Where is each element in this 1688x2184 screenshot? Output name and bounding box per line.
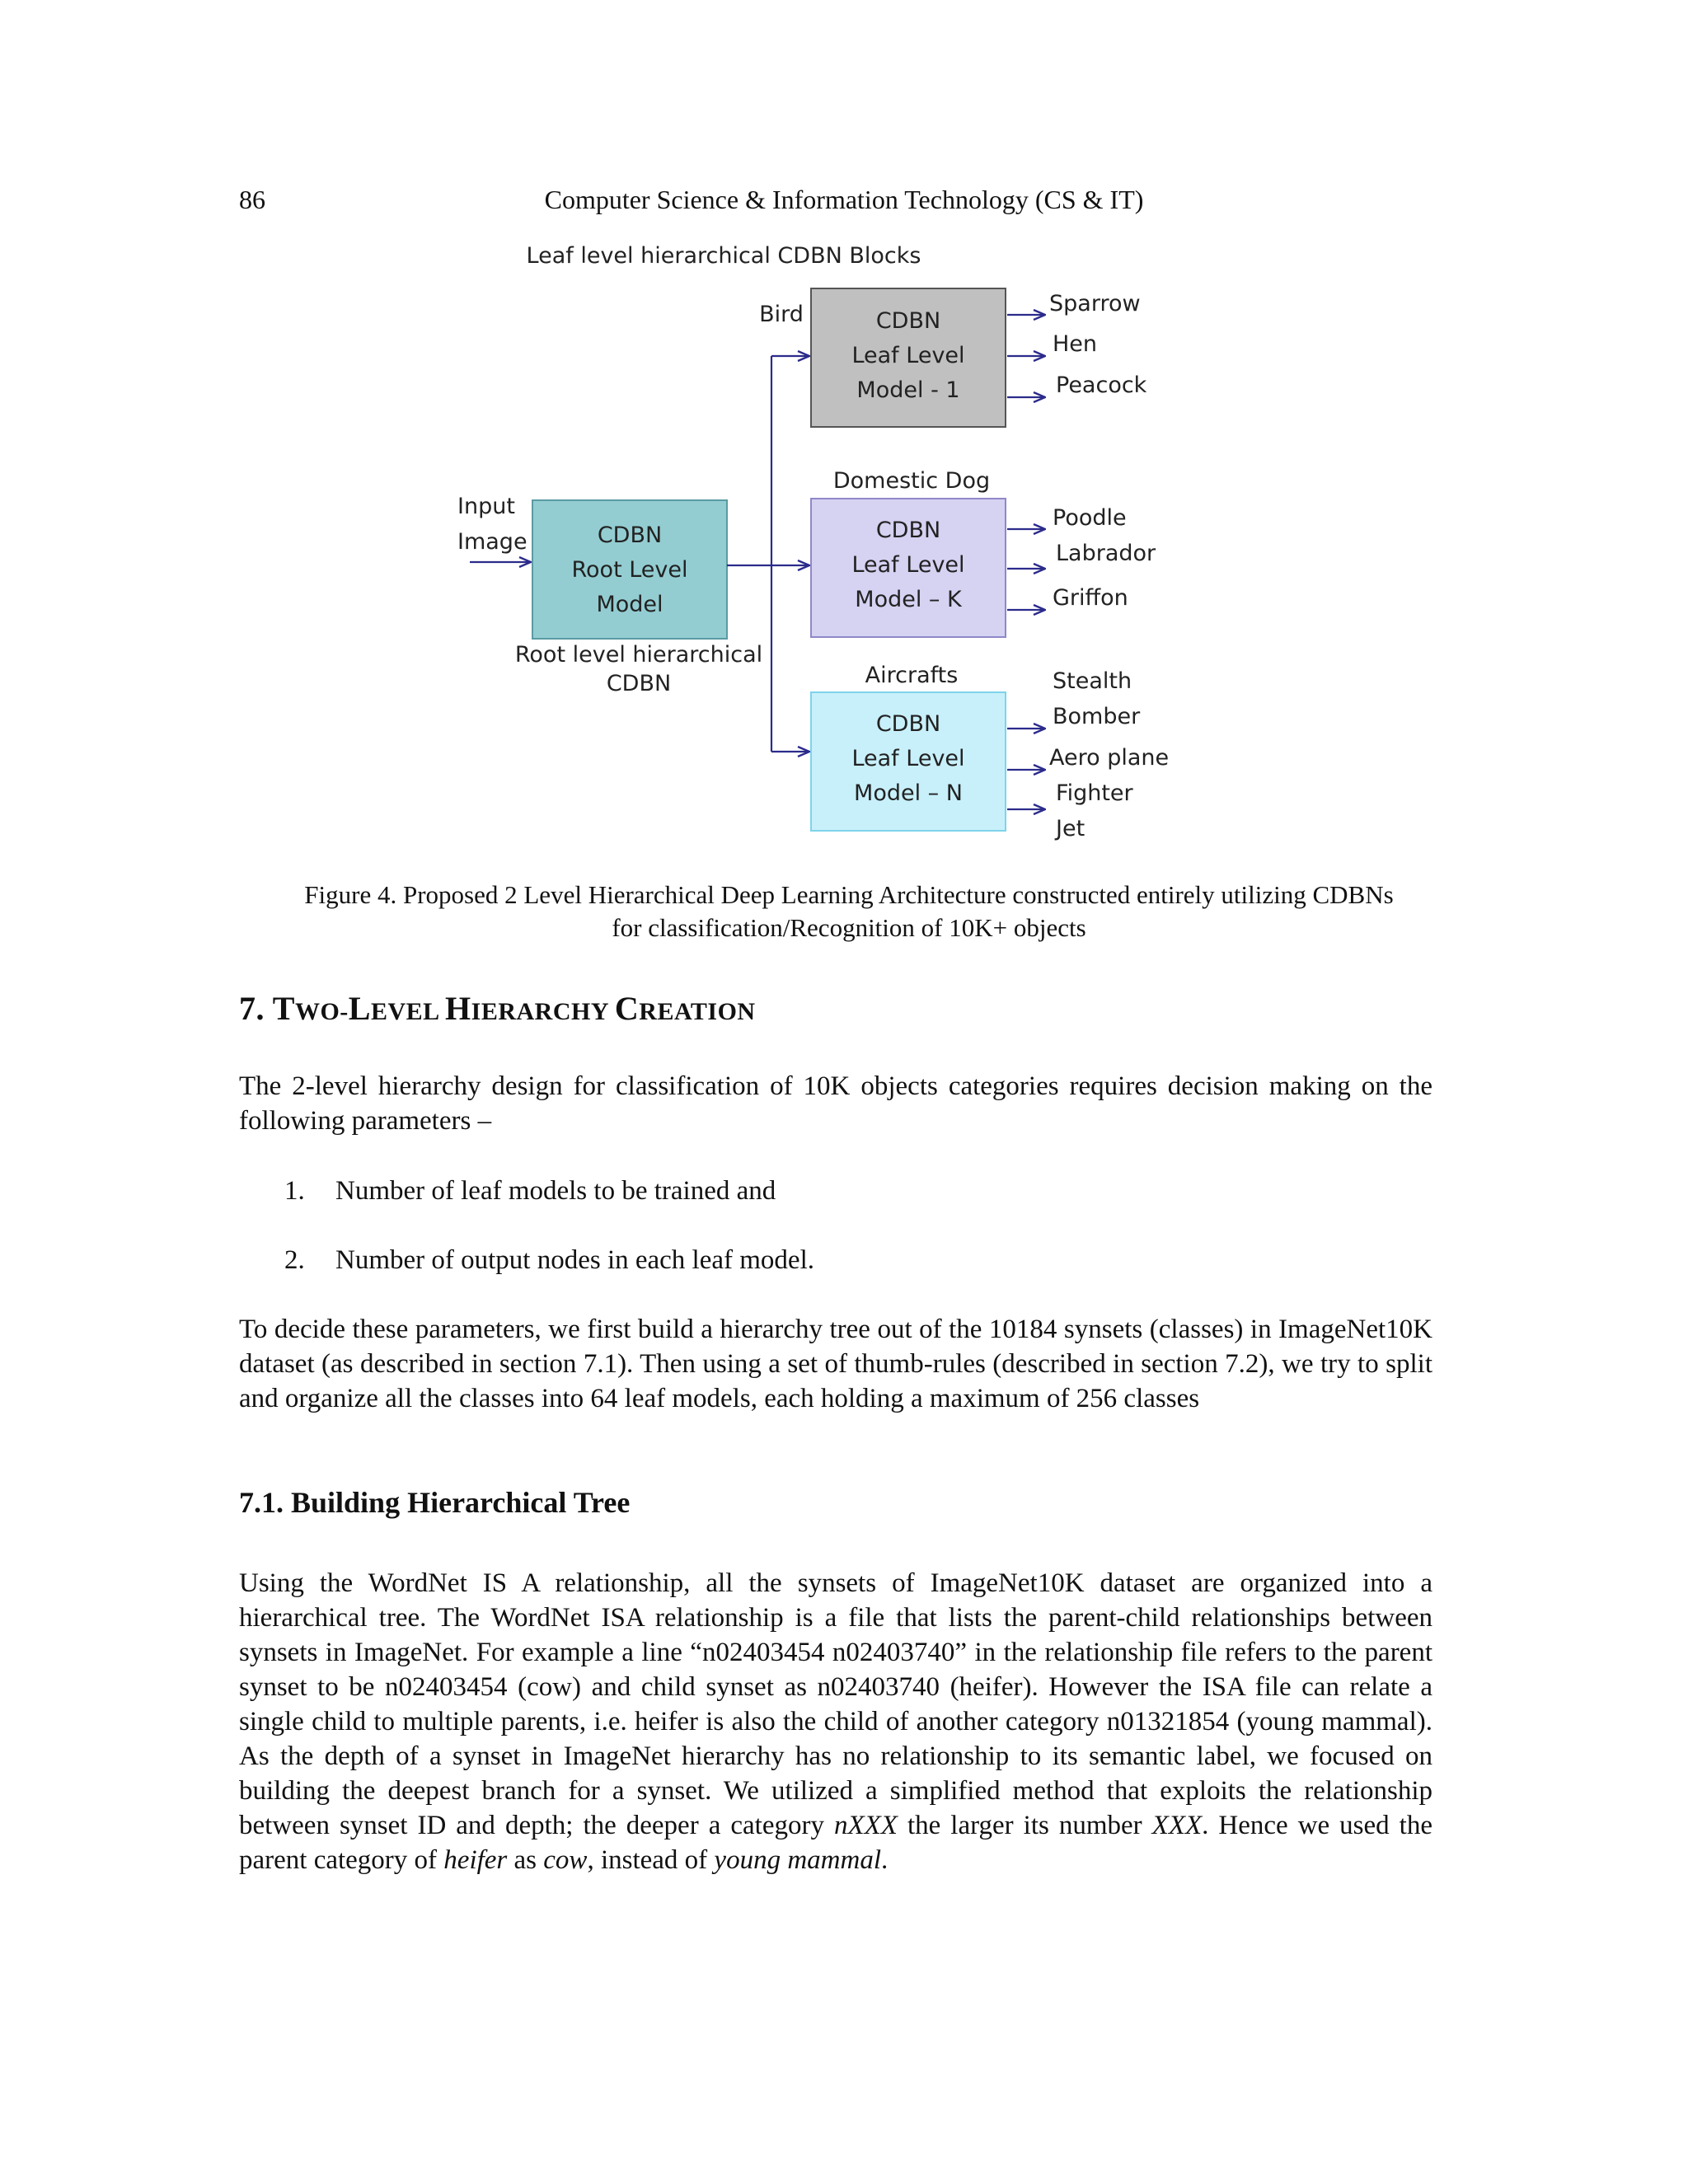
text-run: . — [880, 1845, 889, 1875]
output-griffon: Griffon — [1053, 585, 1128, 611]
hierarchy-paragraph — [239, 1566, 1432, 1877]
cap: H — [445, 990, 471, 1027]
section-title-part-3 — [445, 990, 615, 1027]
leaf1-line3: Model - 1 — [856, 377, 960, 403]
text-run: as — [507, 1845, 544, 1875]
list-number: 1. — [284, 1176, 305, 1206]
list-text: Number of leaf models to be trained and — [335, 1176, 776, 1206]
running-header: Computer Science & Information Technology (CS & IT) — [544, 185, 1144, 214]
smallcaps: REATION — [639, 998, 756, 1025]
leaf1-line1: CDBN — [875, 308, 941, 334]
list-item — [284, 1243, 814, 1277]
section-title-part-2 — [349, 990, 445, 1027]
output-stealth: Stealth — [1053, 668, 1132, 694]
smallcaps: IERARCHY — [471, 998, 615, 1025]
output-aeroplane: Aero plane — [1049, 745, 1170, 771]
list-item — [284, 1174, 776, 1208]
subsection-heading: 7.1. Building Hierarchical Tree — [239, 1486, 631, 1519]
leafk-line1: CDBN — [875, 518, 941, 543]
group-label-bird: Bird — [759, 302, 804, 327]
cap: L — [348, 990, 371, 1027]
leafk-line3: Model – K — [855, 587, 962, 612]
section-title-part-4 — [615, 990, 756, 1027]
leaf1-line2: Leaf Level — [851, 343, 965, 368]
cap: T — [272, 990, 295, 1027]
italic-term: heifer — [443, 1845, 508, 1875]
page-number: 86 — [239, 185, 265, 214]
italic-term: young mammal — [714, 1845, 881, 1875]
group-label-aircrafts: Aircrafts — [865, 663, 959, 688]
intro-paragraph: The 2-level hierarchy design for classification of 10K objects categories requires decision making on the following parameters – — [239, 1071, 1432, 1136]
italic-term: nXXX — [833, 1811, 898, 1840]
leafk-line2: Leaf Level — [851, 552, 965, 578]
text-run: . Hence we used the parent category of — [239, 1811, 1433, 1875]
root-caption-2: CDBN — [606, 671, 672, 696]
list-text: Number of output nodes in each leaf model. — [335, 1245, 814, 1275]
section-title-part-1 — [273, 990, 349, 1027]
leafn-line2: Leaf Level — [851, 746, 965, 771]
root-box-line2: Root Level — [571, 557, 688, 583]
text-run: Using the WordNet IS A relationship, all the synsets of ImageNet10K dataset are organized into a hierarchical tree. The WordNet ISA relationship is a file that lists the parent-child relationships between synsets in ImageNet. For example a line “n02403454 n02403740” in the relationship file refers to the parent synset to be n02403454 (cow) and child synset as n02403740 (heifer). However the ISA file can relate a single child to multiple parents, i.e. heifer is also the child of another category n01321854 (young mammal). As the depth of a synset in ImageNet hierarchy has no relationship to its semantic label, we focused on building the deepest branch for a synset. We utilized a simplified method that exploits the relationship between synset ID and depth; the deeper a category — [239, 1568, 1432, 1840]
group-label-dog: Domestic Dog — [832, 468, 991, 494]
italic-term: cow — [543, 1845, 588, 1875]
caption-line-2: for classification/Recognition of 10K+ objects — [612, 913, 1086, 942]
root-caption-1: Root level hierarchical — [514, 642, 763, 668]
section-heading — [239, 989, 756, 1028]
root-box-line1: CDBN — [597, 523, 663, 548]
cap: C — [614, 990, 640, 1027]
root-box-line3: Model — [596, 592, 663, 617]
architecture-figure — [445, 239, 1269, 865]
output-fighter: Fighter — [1056, 780, 1133, 806]
leafn-line3: Model – N — [854, 780, 963, 806]
input-label-1: Input — [457, 494, 515, 519]
output-hen: Hen — [1053, 331, 1098, 357]
smallcaps: EVEL — [370, 998, 446, 1025]
text-run: , instead of — [587, 1845, 715, 1875]
output-poodle: Poodle — [1053, 505, 1127, 531]
section-number: 7. — [239, 990, 265, 1027]
output-sparrow: Sparrow — [1049, 291, 1141, 316]
output-bomber: Bomber — [1053, 704, 1141, 729]
caption-line-1: Figure 4. Proposed 2 Level Hierarchical Deep Learning Architecture constructed entirely utilizing CDBNs — [304, 880, 1394, 909]
output-peacock: Peacock — [1056, 373, 1147, 398]
architecture-diagram — [445, 239, 1269, 865]
text-run: the larger its number — [897, 1811, 1152, 1840]
leafn-line1: CDBN — [875, 711, 941, 737]
input-label-2: Image — [457, 529, 528, 555]
output-labrador: Labrador — [1056, 541, 1156, 566]
list-number: 2. — [284, 1245, 305, 1275]
italic-term: XXX — [1151, 1811, 1203, 1840]
leaf-blocks-label: Leaf level hierarchical CDBN Blocks — [526, 243, 921, 269]
figure-caption — [239, 879, 1459, 944]
smallcaps: WO- — [294, 998, 349, 1025]
output-jet: Jet — [1056, 816, 1085, 841]
parameters-paragraph: To decide these parameters, we first build a hierarchy tree out of the 10184 synsets (classes) in ImageNet10K dataset (as described in section 7.1). Then using a set of thumb-rules (described in section 7.2), we try to split and organize all the classes into 64 leaf models, each holding a maximum of 256 classes — [239, 1315, 1432, 1413]
